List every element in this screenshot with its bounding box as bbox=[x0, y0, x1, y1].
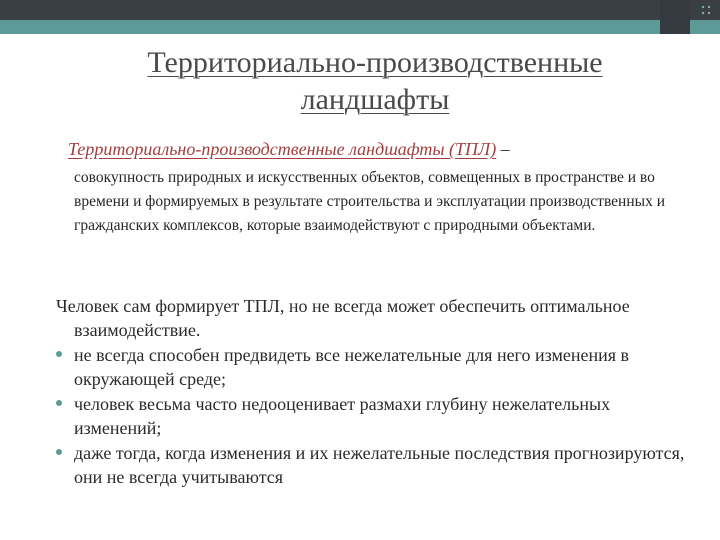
main-content bbox=[56, 294, 696, 489]
bullet-text: не всегда способен предвидеть все нежелательные для него изменения в окружающей среде; bbox=[74, 345, 630, 389]
definition-heading bbox=[68, 138, 698, 160]
slide-title: Территориально-производственные ландшафты bbox=[147, 46, 603, 116]
top-accent-stripe bbox=[0, 20, 720, 34]
definition-text: совокупность природных и искусственных объектов, совмещенных в пространстве и во времени и формируемых в результате строительства и эксплуатации производственных и гражданских комплексов, которые взаимодействуют с природными объектами. bbox=[74, 169, 665, 234]
definition-block bbox=[68, 138, 698, 238]
bullet-dot-icon bbox=[56, 449, 62, 455]
bullet-dot-icon bbox=[56, 351, 62, 357]
corner-dots-icon bbox=[700, 4, 712, 16]
intro-paragraph: Человек сам формирует ТПЛ, но не всегда может обеспечить оптимальное взаимодействие. bbox=[56, 296, 630, 340]
definition-term: Территориально-производственные ландшафты (ТПЛ) bbox=[68, 139, 497, 159]
bullet-item bbox=[56, 441, 696, 489]
bullet-dot-icon bbox=[56, 400, 62, 406]
corner-accent-block bbox=[660, 0, 690, 34]
bullet-text: человек весьма часто недооценивает размахи глубину нежелательных изменений; bbox=[74, 394, 611, 438]
bullet-text: даже тогда, когда изменения и их нежелательные последствия прогнозируются, они не всегда учитываются bbox=[74, 443, 685, 487]
bullet-item bbox=[56, 343, 696, 391]
top-decorative-bar bbox=[0, 0, 720, 20]
definition-dash: – bbox=[496, 139, 510, 159]
bullet-item bbox=[56, 392, 696, 440]
